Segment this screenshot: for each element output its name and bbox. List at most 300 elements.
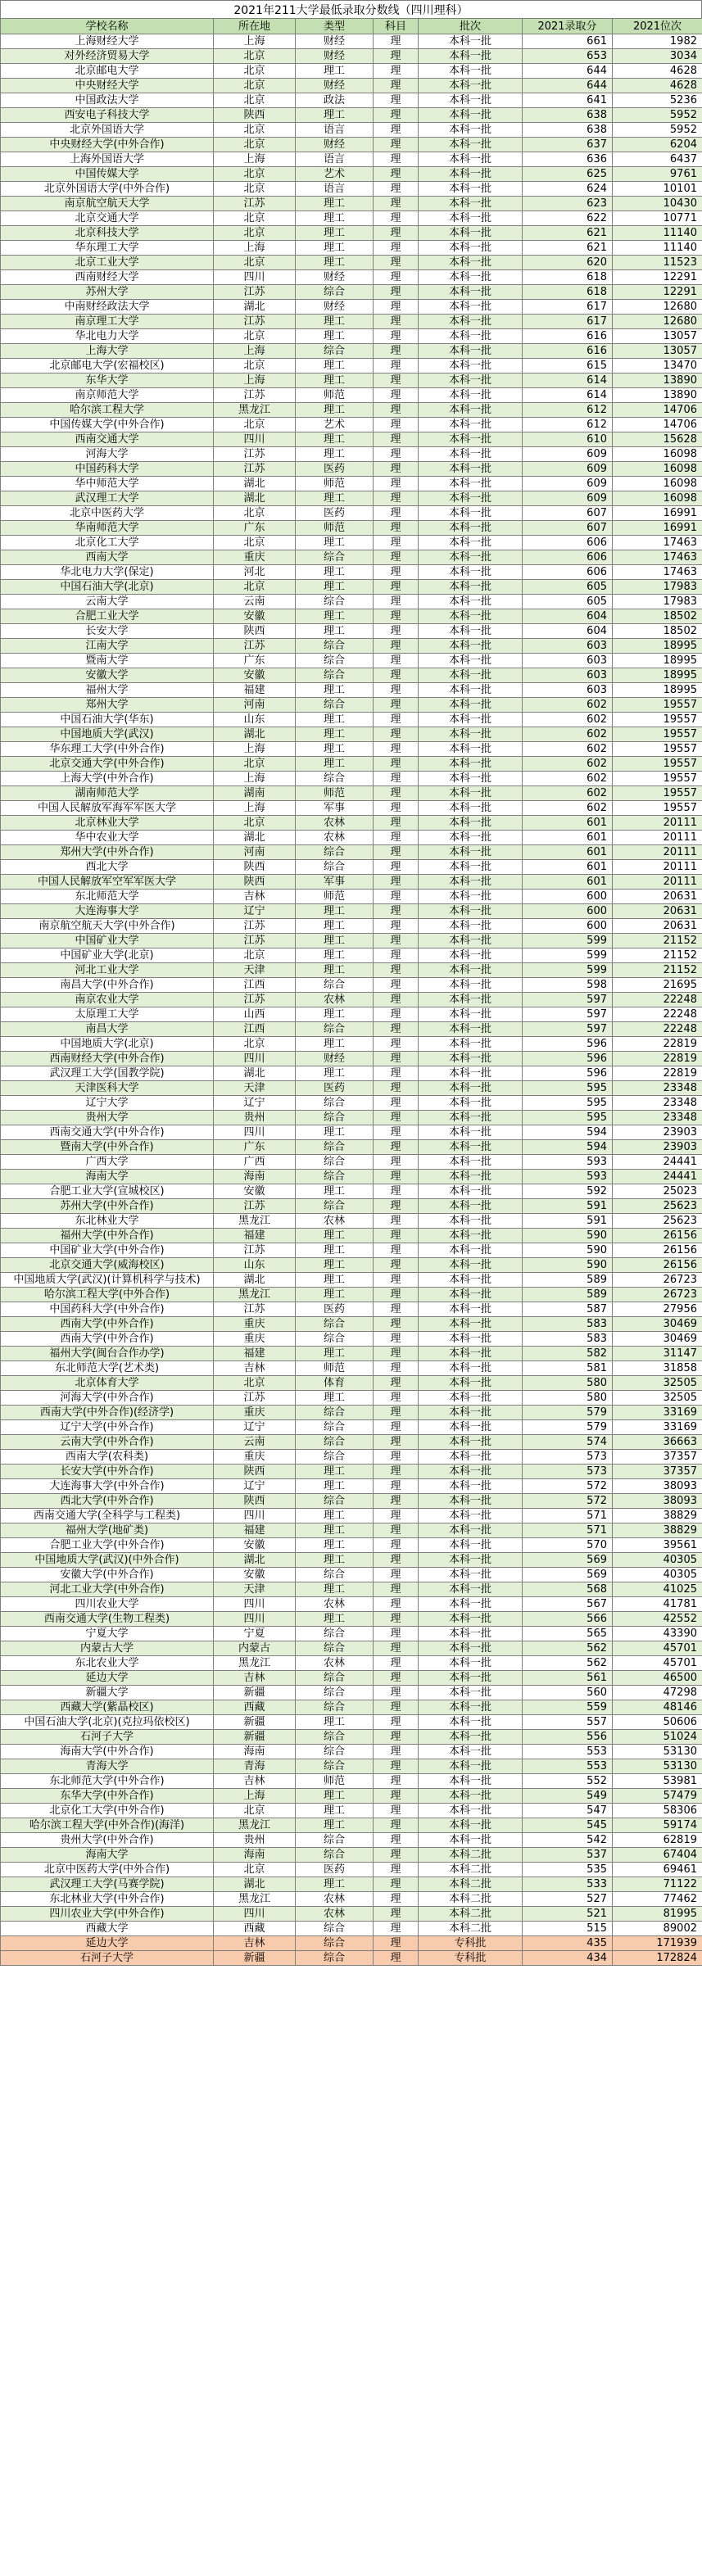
cell-type: 综合	[296, 772, 374, 786]
cell-rank: 14706	[613, 418, 702, 432]
cell-rank: 19557	[613, 801, 702, 816]
cell-score: 597	[523, 1022, 613, 1037]
cell-type: 理工	[296, 757, 374, 772]
cell-score: 595	[523, 1111, 613, 1125]
cell-batch: 本科一批	[419, 1818, 523, 1833]
cell-subject: 理	[374, 1155, 419, 1170]
cell-type: 理工	[296, 1612, 374, 1627]
cell-rank: 5952	[613, 108, 702, 123]
cell-score: 601	[523, 845, 613, 860]
cell-type: 综合	[296, 1111, 374, 1125]
cell-rank: 38829	[613, 1509, 702, 1523]
cell-batch: 本科一批	[419, 1641, 523, 1656]
cell-rank: 26156	[613, 1229, 702, 1243]
cell-batch: 本科一批	[419, 536, 523, 550]
cell-location: 福建	[214, 1347, 296, 1361]
cell-school: 延边大学	[1, 1936, 214, 1951]
cell-school: 北京工业大学	[1, 256, 214, 270]
cell-score: 617	[523, 300, 613, 315]
cell-school: 南昌大学(中外合作)	[1, 978, 214, 993]
cell-score: 560	[523, 1686, 613, 1700]
cell-school: 北京交通大学	[1, 211, 214, 226]
cell-subject: 理	[374, 1052, 419, 1066]
table-row	[1, 550, 702, 565]
cell-school: 北京化工大学(中外合作)	[1, 1804, 214, 1818]
cell-location: 四川	[214, 1509, 296, 1523]
cell-type: 理工	[296, 1243, 374, 1258]
cell-subject: 理	[374, 639, 419, 654]
cell-batch: 本科一批	[419, 1833, 523, 1848]
cell-type: 综合	[296, 1022, 374, 1037]
cell-batch: 本科一批	[419, 211, 523, 226]
cell-subject: 理	[374, 241, 419, 256]
cell-type: 综合	[296, 1568, 374, 1582]
cell-score: 638	[523, 108, 613, 123]
cell-batch: 本科一批	[419, 1317, 523, 1332]
cell-score: 602	[523, 698, 613, 713]
table-row	[1, 1922, 702, 1936]
cell-batch: 本科一批	[419, 256, 523, 270]
cell-location: 广东	[214, 521, 296, 536]
cell-location: 四川	[214, 270, 296, 285]
cell-rank: 45701	[613, 1641, 702, 1656]
cell-location: 海南	[214, 1848, 296, 1863]
cell-location: 江苏	[214, 934, 296, 948]
cell-type: 综合	[296, 639, 374, 654]
cell-location: 湖北	[214, 831, 296, 845]
table-row	[1, 506, 702, 521]
cell-location: 吉林	[214, 1774, 296, 1789]
cell-location: 四川	[214, 1052, 296, 1066]
cell-score: 600	[523, 919, 613, 934]
table-row	[1, 919, 702, 934]
cell-batch: 本科一批	[419, 1509, 523, 1523]
cell-subject: 理	[374, 1922, 419, 1936]
cell-rank: 45701	[613, 1656, 702, 1671]
cell-location: 宁夏	[214, 1627, 296, 1641]
cell-batch: 本科一批	[419, 373, 523, 388]
cell-subject: 理	[374, 1818, 419, 1833]
cell-location: 北京	[214, 49, 296, 64]
cell-batch: 本科一批	[419, 668, 523, 683]
cell-rank: 27956	[613, 1302, 702, 1317]
cell-school: 青海大学	[1, 1759, 214, 1774]
table-row	[1, 742, 702, 757]
cell-type: 综合	[296, 1671, 374, 1686]
cell-subject: 理	[374, 491, 419, 506]
cell-type: 综合	[296, 1922, 374, 1936]
cell-school: 西南交通大学(全科学与工程类)	[1, 1509, 214, 1523]
cell-rank: 33169	[613, 1406, 702, 1420]
cell-location: 贵州	[214, 1111, 296, 1125]
cell-score: 595	[523, 1096, 613, 1111]
cell-location: 湖北	[214, 727, 296, 742]
cell-score: 527	[523, 1892, 613, 1907]
cell-location: 北京	[214, 226, 296, 241]
cell-subject: 理	[374, 1170, 419, 1184]
cell-score: 616	[523, 344, 613, 359]
cell-score: 609	[523, 462, 613, 477]
cell-subject: 理	[374, 1184, 419, 1199]
header-type: 类型	[296, 19, 374, 34]
cell-rank: 172824	[613, 1951, 702, 1966]
cell-school: 新疆大学	[1, 1686, 214, 1700]
table-row	[1, 624, 702, 639]
table-row	[1, 934, 702, 948]
cell-score: 612	[523, 418, 613, 432]
cell-batch: 本科一批	[419, 34, 523, 49]
cell-score: 559	[523, 1700, 613, 1715]
cell-score: 622	[523, 211, 613, 226]
cell-school: 华北电力大学(保定)	[1, 565, 214, 580]
cell-location: 北京	[214, 1863, 296, 1877]
table-row	[1, 1096, 702, 1111]
cell-type: 农林	[296, 816, 374, 831]
cell-location: 西藏	[214, 1922, 296, 1936]
cell-rank: 77462	[613, 1892, 702, 1907]
cell-location: 河南	[214, 845, 296, 860]
cell-batch: 本科一批	[419, 1332, 523, 1347]
table-row	[1, 1553, 702, 1568]
cell-location: 河北	[214, 565, 296, 580]
cell-location: 安徽	[214, 1538, 296, 1553]
score-table	[0, 18, 702, 1966]
cell-score: 603	[523, 639, 613, 654]
table-row	[1, 418, 702, 432]
cell-rank: 89002	[613, 1922, 702, 1936]
cell-school: 辽宁大学(中外合作)	[1, 1420, 214, 1435]
cell-subject: 理	[374, 1302, 419, 1317]
cell-location: 江西	[214, 1022, 296, 1037]
cell-batch: 本科一批	[419, 713, 523, 727]
cell-score: 590	[523, 1243, 613, 1258]
cell-subject: 理	[374, 432, 419, 447]
cell-rank: 32505	[613, 1391, 702, 1406]
cell-location: 北京	[214, 418, 296, 432]
cell-school: 北京交通大学(中外合作)	[1, 757, 214, 772]
cell-batch: 本科一批	[419, 491, 523, 506]
table-row	[1, 816, 702, 831]
table-row	[1, 609, 702, 624]
cell-school: 西藏大学	[1, 1922, 214, 1936]
cell-score: 535	[523, 1863, 613, 1877]
cell-score: 599	[523, 948, 613, 963]
cell-rank: 23903	[613, 1140, 702, 1155]
table-row	[1, 300, 702, 315]
cell-batch: 本科一批	[419, 1730, 523, 1745]
cell-score: 644	[523, 79, 613, 93]
cell-subject: 理	[374, 167, 419, 182]
cell-subject: 理	[374, 1140, 419, 1155]
cell-subject: 理	[374, 403, 419, 418]
table-row	[1, 875, 702, 890]
cell-batch: 本科一批	[419, 241, 523, 256]
cell-school: 河北工业大学(中外合作)	[1, 1582, 214, 1597]
cell-batch: 本科一批	[419, 1302, 523, 1317]
cell-batch: 本科一批	[419, 93, 523, 108]
cell-type: 农林	[296, 1214, 374, 1229]
cell-rank: 17463	[613, 550, 702, 565]
cell-rank: 20631	[613, 919, 702, 934]
cell-school: 贵州大学	[1, 1111, 214, 1125]
table-row	[1, 1361, 702, 1376]
cell-score: 606	[523, 550, 613, 565]
cell-location: 海南	[214, 1170, 296, 1184]
cell-subject: 理	[374, 1376, 419, 1391]
cell-school: 北京邮电大学	[1, 64, 214, 79]
cell-location: 福建	[214, 683, 296, 698]
cell-batch: 本科二批	[419, 1877, 523, 1892]
cell-subject: 理	[374, 1804, 419, 1818]
cell-rank: 23348	[613, 1081, 702, 1096]
cell-score: 606	[523, 565, 613, 580]
cell-location: 上海	[214, 1789, 296, 1804]
cell-score: 618	[523, 285, 613, 300]
table-row	[1, 1951, 702, 1966]
table-row	[1, 1435, 702, 1450]
cell-school: 海南大学	[1, 1170, 214, 1184]
cell-subject: 理	[374, 550, 419, 565]
cell-score: 614	[523, 373, 613, 388]
cell-rank: 24441	[613, 1170, 702, 1184]
cell-score: 620	[523, 256, 613, 270]
cell-rank: 22819	[613, 1037, 702, 1052]
table-row	[1, 270, 702, 285]
cell-score: 603	[523, 668, 613, 683]
table-row	[1, 1907, 702, 1922]
cell-score: 571	[523, 1509, 613, 1523]
cell-subject: 理	[374, 1789, 419, 1804]
cell-rank: 37357	[613, 1465, 702, 1479]
cell-type: 理工	[296, 359, 374, 373]
table-row	[1, 477, 702, 491]
header-rank: 2021位次	[613, 19, 702, 34]
cell-location: 北京	[214, 79, 296, 93]
cell-rank: 26723	[613, 1273, 702, 1288]
cell-location: 黑龙江	[214, 1288, 296, 1302]
cell-type: 综合	[296, 1730, 374, 1745]
cell-rank: 9761	[613, 167, 702, 182]
cell-score: 553	[523, 1759, 613, 1774]
cell-type: 综合	[296, 1332, 374, 1347]
cell-school: 东北林业大学(中外合作)	[1, 1892, 214, 1907]
cell-batch: 本科一批	[419, 1568, 523, 1582]
cell-location: 吉林	[214, 1361, 296, 1376]
cell-score: 644	[523, 64, 613, 79]
cell-batch: 本科一批	[419, 1214, 523, 1229]
cell-score: 572	[523, 1494, 613, 1509]
cell-school: 西安电子科技大学	[1, 108, 214, 123]
cell-batch: 本科一批	[419, 1125, 523, 1140]
cell-subject: 理	[374, 1848, 419, 1863]
cell-school: 中国传媒大学	[1, 167, 214, 182]
cell-score: 593	[523, 1155, 613, 1170]
cell-score: 556	[523, 1730, 613, 1745]
cell-batch: 本科一批	[419, 1538, 523, 1553]
cell-rank: 23348	[613, 1096, 702, 1111]
cell-batch: 本科一批	[419, 1671, 523, 1686]
table-row	[1, 1170, 702, 1184]
cell-rank: 62819	[613, 1833, 702, 1848]
cell-subject: 理	[374, 1538, 419, 1553]
cell-subject: 理	[374, 1863, 419, 1877]
table-row	[1, 1848, 702, 1863]
cell-rank: 18502	[613, 624, 702, 639]
cell-location: 北京	[214, 138, 296, 152]
cell-type: 综合	[296, 285, 374, 300]
cell-batch: 本科一批	[419, 565, 523, 580]
cell-rank: 57479	[613, 1789, 702, 1804]
cell-rank: 171939	[613, 1936, 702, 1951]
cell-score: 565	[523, 1627, 613, 1641]
table-row	[1, 521, 702, 536]
cell-subject: 理	[374, 462, 419, 477]
table-row	[1, 491, 702, 506]
table-row	[1, 1936, 702, 1951]
cell-score: 590	[523, 1258, 613, 1273]
cell-school: 中国石油大学(北京)	[1, 580, 214, 595]
cell-batch: 本科一批	[419, 890, 523, 904]
cell-subject: 理	[374, 1007, 419, 1022]
cell-batch: 本科二批	[419, 1907, 523, 1922]
cell-score: 594	[523, 1140, 613, 1155]
cell-type: 医药	[296, 1863, 374, 1877]
cell-school: 海南大学(中外合作)	[1, 1745, 214, 1759]
cell-batch: 本科一批	[419, 801, 523, 816]
table-row	[1, 1052, 702, 1066]
cell-rank: 36663	[613, 1435, 702, 1450]
cell-score: 562	[523, 1641, 613, 1656]
cell-rank: 23348	[613, 1111, 702, 1125]
cell-location: 新疆	[214, 1686, 296, 1700]
cell-type: 理工	[296, 1125, 374, 1140]
cell-type: 理工	[296, 713, 374, 727]
table-row	[1, 580, 702, 595]
table-row	[1, 211, 702, 226]
cell-school: 合肥工业大学(宣城校区)	[1, 1184, 214, 1199]
cell-rank: 18995	[613, 639, 702, 654]
cell-type: 理工	[296, 241, 374, 256]
cell-location: 北京	[214, 1376, 296, 1391]
cell-score: 583	[523, 1317, 613, 1332]
cell-score: 434	[523, 1951, 613, 1966]
cell-batch: 本科一批	[419, 875, 523, 890]
cell-rank: 16991	[613, 521, 702, 536]
cell-subject: 理	[374, 713, 419, 727]
cell-batch: 本科一批	[419, 1406, 523, 1420]
cell-type: 农林	[296, 1656, 374, 1671]
cell-subject: 理	[374, 108, 419, 123]
cell-subject: 理	[374, 521, 419, 536]
cell-score: 609	[523, 491, 613, 506]
cell-location: 江西	[214, 978, 296, 993]
cell-school: 北京邮电大学(宏福校区)	[1, 359, 214, 373]
cell-location: 上海	[214, 742, 296, 757]
cell-school: 中国石油大学(华东)	[1, 713, 214, 727]
cell-type: 理工	[296, 919, 374, 934]
cell-score: 606	[523, 536, 613, 550]
cell-subject: 理	[374, 285, 419, 300]
cell-rank: 6204	[613, 138, 702, 152]
cell-school: 中国石油大学(北京)(克拉玛依校区)	[1, 1715, 214, 1730]
cell-type: 理工	[296, 1877, 374, 1892]
cell-score: 616	[523, 329, 613, 344]
cell-rank: 41025	[613, 1582, 702, 1597]
table-row	[1, 1730, 702, 1745]
cell-subject: 理	[374, 315, 419, 329]
cell-location: 上海	[214, 34, 296, 49]
cell-rank: 19557	[613, 742, 702, 757]
cell-score: 617	[523, 315, 613, 329]
cell-rank: 4628	[613, 79, 702, 93]
table-row	[1, 1302, 702, 1317]
cell-subject: 理	[374, 1435, 419, 1450]
cell-school: 合肥工业大学(中外合作)	[1, 1538, 214, 1553]
cell-subject: 理	[374, 123, 419, 138]
cell-location: 江苏	[214, 197, 296, 211]
cell-rank: 53130	[613, 1745, 702, 1759]
cell-rank: 22248	[613, 1007, 702, 1022]
table-row	[1, 152, 702, 167]
table-row	[1, 1892, 702, 1907]
cell-location: 安徽	[214, 609, 296, 624]
cell-subject: 理	[374, 860, 419, 875]
cell-score: 641	[523, 93, 613, 108]
cell-rank: 26156	[613, 1258, 702, 1273]
cell-batch: 本科一批	[419, 727, 523, 742]
cell-score: 579	[523, 1406, 613, 1420]
cell-batch: 本科一批	[419, 167, 523, 182]
cell-type: 综合	[296, 1317, 374, 1332]
cell-batch: 本科一批	[419, 934, 523, 948]
cell-location: 湖北	[214, 491, 296, 506]
cell-school: 延边大学	[1, 1671, 214, 1686]
cell-location: 北京	[214, 506, 296, 521]
cell-score: 602	[523, 713, 613, 727]
cell-score: 549	[523, 1789, 613, 1804]
cell-type: 综合	[296, 1435, 374, 1450]
cell-rank: 12291	[613, 285, 702, 300]
cell-type: 理工	[296, 1007, 374, 1022]
cell-batch: 本科一批	[419, 1243, 523, 1258]
cell-location: 安徽	[214, 1568, 296, 1582]
cell-score: 587	[523, 1302, 613, 1317]
cell-type: 理工	[296, 1347, 374, 1361]
cell-type: 理工	[296, 197, 374, 211]
cell-rank: 81995	[613, 1907, 702, 1922]
cell-location: 吉林	[214, 1671, 296, 1686]
cell-score: 653	[523, 49, 613, 64]
cell-school: 石河子大学	[1, 1951, 214, 1966]
cell-rank: 43390	[613, 1627, 702, 1641]
cell-score: 592	[523, 1184, 613, 1199]
cell-type: 医药	[296, 506, 374, 521]
cell-location: 江苏	[214, 639, 296, 654]
cell-location: 北京	[214, 93, 296, 108]
table-row	[1, 565, 702, 580]
cell-score: 568	[523, 1582, 613, 1597]
cell-rank: 31858	[613, 1361, 702, 1376]
cell-score: 557	[523, 1715, 613, 1730]
cell-batch: 本科一批	[419, 388, 523, 403]
cell-subject: 理	[374, 919, 419, 934]
cell-subject: 理	[374, 506, 419, 521]
cell-subject: 理	[374, 757, 419, 772]
table-row	[1, 167, 702, 182]
cell-rank: 12680	[613, 315, 702, 329]
cell-rank: 13470	[613, 359, 702, 373]
table-row	[1, 1376, 702, 1391]
